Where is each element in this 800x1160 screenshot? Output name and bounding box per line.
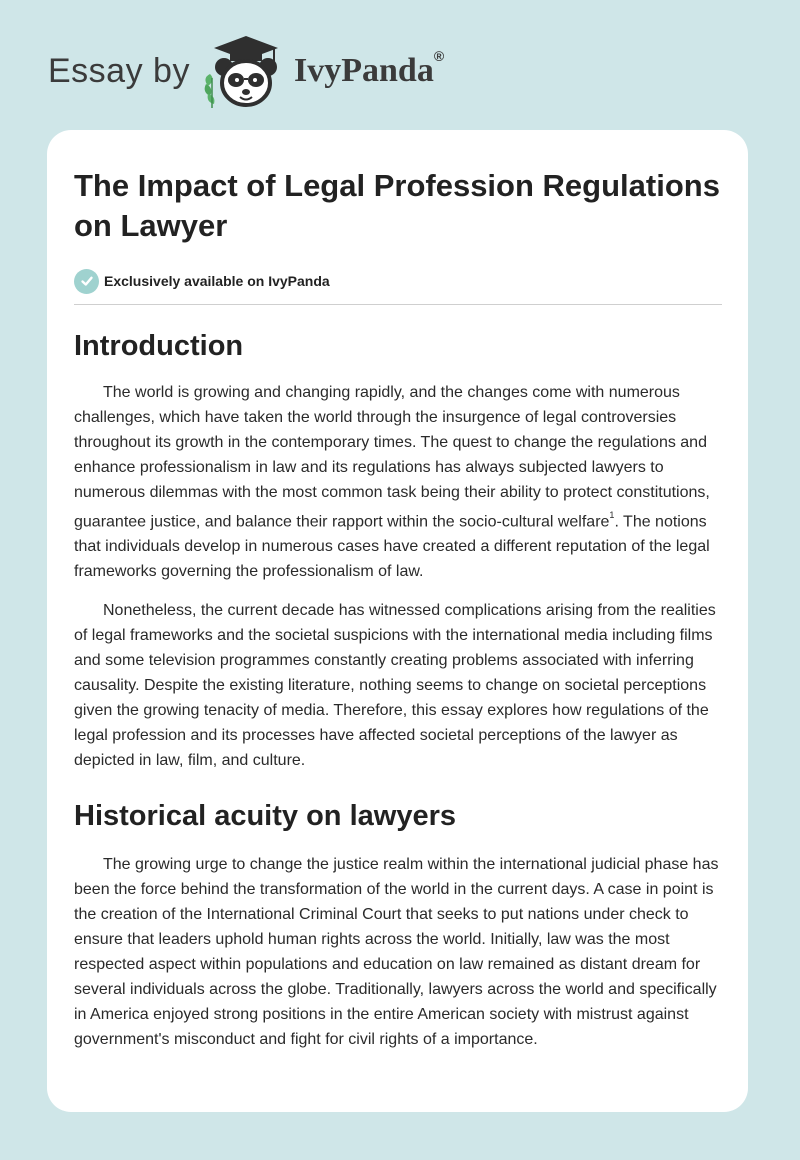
section-heading: Historical acuity on lawyers — [74, 800, 456, 833]
article-card — [47, 130, 748, 1112]
article-title: The Impact of Legal Profession Regulations on Lawyer — [74, 168, 720, 243]
registered-mark: ® — [433, 47, 445, 64]
divider — [74, 304, 722, 305]
essay-by-label: Essay by — [48, 52, 190, 90]
site-header — [48, 34, 548, 110]
section-introduction — [74, 329, 722, 773]
brand-name[interactable] — [294, 47, 445, 90]
footnote-ref[interactable]: 1 — [609, 510, 615, 520]
paragraph-text: The world is growing and changing rapidly, and the changes come with numerous challenges, which have taken the world through the insurgence of legal controversies throughout its growth in the contemporary times. The quest to change the regulations and enhance professionalism in law and its regulations has always subjected lawyers to numerous dilemmas with the most common task being their ability to protect constitutions, guarantee justice, and balance their rapport within the socio-cultural welfare — [74, 384, 710, 531]
paragraph: The growing urge to change the justice realm within the international judicial phase has been the force behind the transformation of the world in the current days. A case in point is the creation of the International Criminal Court that seeks to put nations under check to ensure that leaders uphold human rights across the world. Initially, law was the most respected aspect within populations and education on law remained as distant dream for several individuals across the globe. Traditionally, lawyers across the world and specifically in America enjoyed strong positions in the entire American society with mistrust against government's misconduct and fight for civil rights of a importance. — [74, 856, 719, 1049]
exclusive-badge — [74, 268, 722, 294]
paragraph — [74, 380, 722, 584]
panda-logo-icon[interactable] — [200, 34, 292, 110]
brand-text: IvyPanda — [294, 52, 434, 89]
article-content — [74, 166, 722, 1052]
exclusive-label: Exclusively available on IvyPanda — [104, 273, 330, 289]
section-historical-acuity — [74, 799, 722, 1052]
paragraph: Nonetheless, the current decade has witnessed complications arising from the realities of legal frameworks and the societal suspicions with the international media including films and some television programmes constantly creating problems associated with inferring causality. Despite the existing literature, nothing seems to change on societal perceptions given the growing tenacity of media. Therefore, this essay explores how regulations of the legal profession and its processes have affected societal perceptions of the lawyer as depicted in law, film, and culture. — [74, 602, 716, 770]
check-icon — [74, 269, 99, 294]
paragraph-text: . The notions that individuals develop in numerous cases have created a different reputation of the legal frameworks governing the professionalism of law. — [74, 513, 710, 581]
section-heading: Introduction — [74, 330, 244, 362]
